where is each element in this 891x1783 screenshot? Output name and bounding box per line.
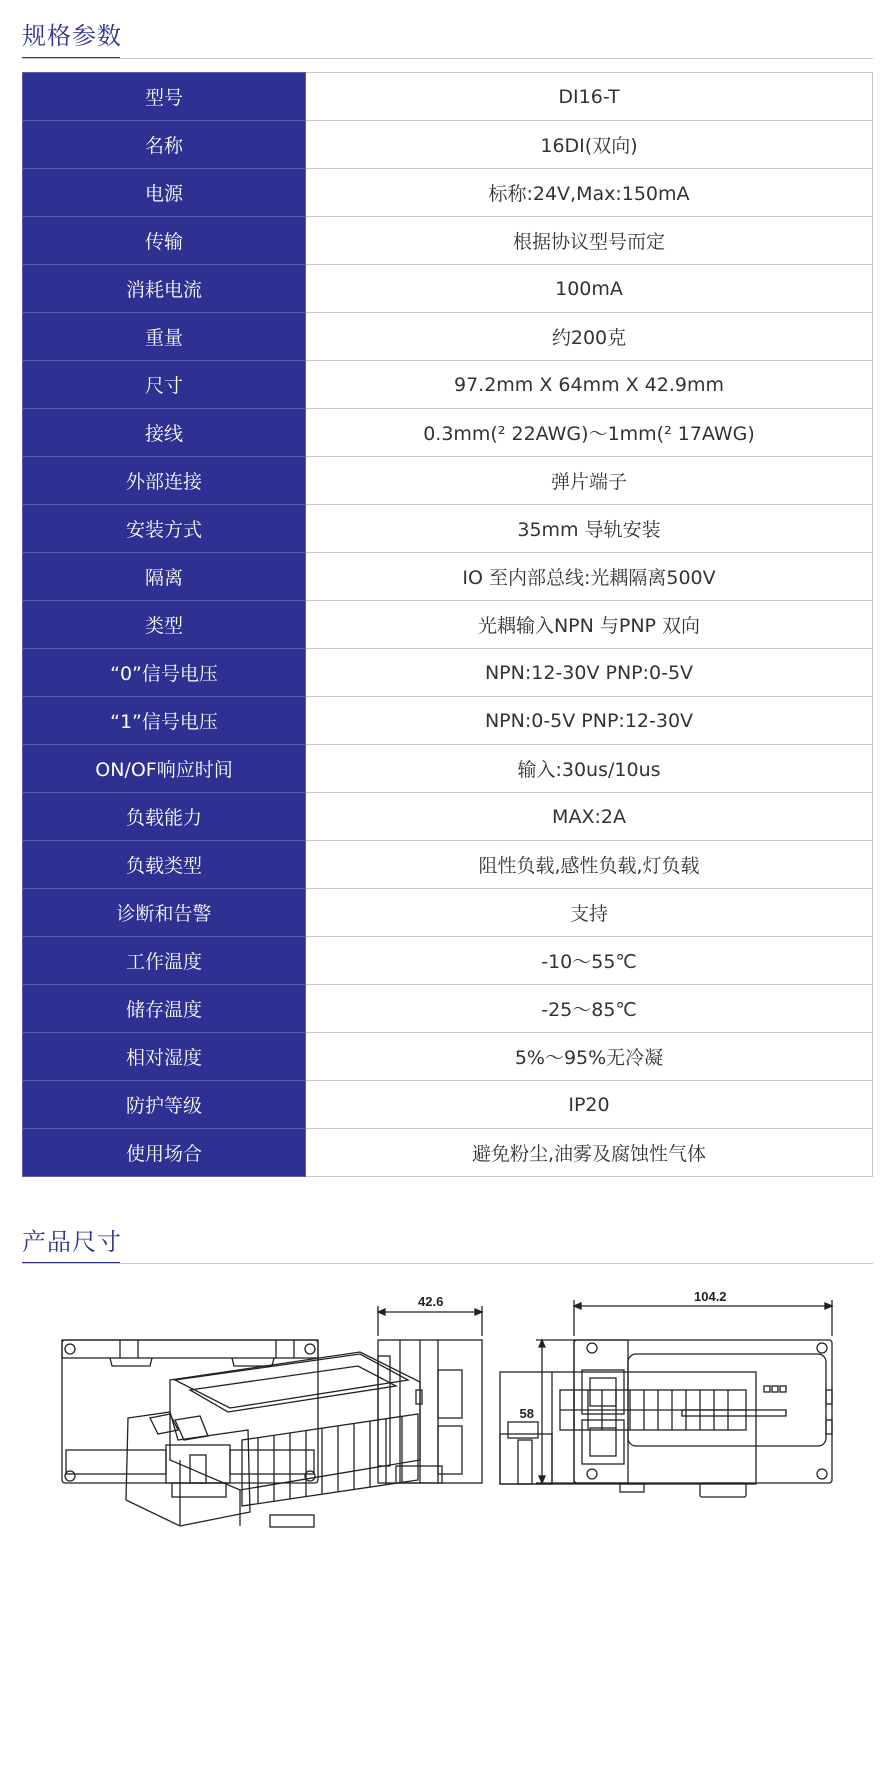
spec-row	[23, 121, 873, 169]
spec-key: 传输	[23, 217, 306, 265]
spec-row	[23, 169, 873, 217]
spec-value: 100mA	[306, 265, 873, 313]
spec-row	[23, 457, 873, 505]
spec-value: 避免粉尘,油雾及腐蚀性气体	[306, 1129, 873, 1177]
spec-key: 尺寸	[23, 361, 306, 409]
spec-key: 外部连接	[23, 457, 306, 505]
spec-key: 负载能力	[23, 793, 306, 841]
spec-row	[23, 649, 873, 697]
spec-value: 根据协议型号而定	[306, 217, 873, 265]
spec-value: NPN:0-5V PNP:12-30V	[306, 697, 873, 745]
spec-key: “1”信号电压	[23, 697, 306, 745]
spec-value: 0.3mm(² 22AWG)～1mm(² 17AWG)	[306, 409, 873, 457]
spec-key: ON/OF响应时间	[23, 745, 306, 793]
spec-value: -10～55℃	[306, 937, 873, 985]
spec-key: 储存温度	[23, 985, 306, 1033]
spec-key: 防护等级	[23, 1081, 306, 1129]
spec-row	[23, 361, 873, 409]
spec-row	[23, 505, 873, 553]
spec-key: 安装方式	[23, 505, 306, 553]
spec-value: NPN:12-30V PNP:0-5V	[306, 649, 873, 697]
spec-value: 约200克	[306, 313, 873, 361]
spec-value: 阻性负载,感性负载,灯负载	[306, 841, 873, 889]
front-width-dimension: 104.2	[694, 1290, 727, 1304]
spec-key: 诊断和告警	[23, 889, 306, 937]
spec-value: 输入:30us/10us	[306, 745, 873, 793]
spec-key: 重量	[23, 313, 306, 361]
spec-row	[23, 985, 873, 1033]
spec-value: IO 至内部总线:光耦隔离500V	[306, 553, 873, 601]
spec-value: DI16-T	[306, 73, 873, 121]
dims-section-rule	[22, 1263, 873, 1264]
spec-row	[23, 73, 873, 121]
spec-key: 类型	[23, 601, 306, 649]
front-view-drawing	[536, 1300, 832, 1497]
spec-key: “0”信号电压	[23, 649, 306, 697]
spec-row	[23, 889, 873, 937]
spec-key: 名称	[23, 121, 306, 169]
spec-value: 5%～95%无冷凝	[306, 1033, 873, 1081]
spec-key: 电源	[23, 169, 306, 217]
spec-value: 16DI(双向)	[306, 121, 873, 169]
spec-row	[23, 265, 873, 313]
spec-row	[23, 793, 873, 841]
side-view-drawing	[378, 1306, 482, 1483]
spec-value: MAX:2A	[306, 793, 873, 841]
spec-key: 消耗电流	[23, 265, 306, 313]
spec-row	[23, 313, 873, 361]
front-height-dimension: 58	[519, 1406, 534, 1421]
spec-value: -25～85℃	[306, 985, 873, 1033]
spec-row	[23, 217, 873, 265]
spec-key: 接线	[23, 409, 306, 457]
spec-key: 使用场合	[23, 1129, 306, 1177]
spec-value: 支持	[306, 889, 873, 937]
spec-row	[23, 697, 873, 745]
spec-key: 型号	[23, 73, 306, 121]
specs-section-rule	[22, 58, 873, 59]
spec-row	[23, 409, 873, 457]
spec-value: 97.2mm X 64mm X 42.9mm	[306, 361, 873, 409]
spec-value: IP20	[306, 1081, 873, 1129]
spec-key: 工作温度	[23, 937, 306, 985]
spec-key: 隔离	[23, 553, 306, 601]
specs-section-title: 规格参数	[22, 22, 122, 50]
spec-row	[23, 841, 873, 889]
spec-key: 负载类型	[23, 841, 306, 889]
spec-row	[23, 601, 873, 649]
spec-table	[22, 72, 873, 1177]
spec-value: 光耦输入NPN 与PNP 双向	[306, 601, 873, 649]
spec-row	[23, 553, 873, 601]
spec-value: 标称:24V,Max:150mA	[306, 169, 873, 217]
spec-row	[23, 745, 873, 793]
spec-row	[23, 1081, 873, 1129]
side-width-dimension: 42.6	[418, 1294, 444, 1309]
spec-key: 相对湿度	[23, 1033, 306, 1081]
dims-section-title: 产品尺寸	[22, 1228, 122, 1256]
spec-row	[23, 937, 873, 985]
spec-value: 弹片端子	[306, 457, 873, 505]
spec-row	[23, 1033, 873, 1081]
spec-row	[23, 1129, 873, 1177]
product-drawings	[0, 1290, 891, 1770]
isometric-view-drawing	[126, 1352, 420, 1527]
spec-table-body	[23, 73, 873, 1177]
spec-value: 35mm 导轨安装	[306, 505, 873, 553]
